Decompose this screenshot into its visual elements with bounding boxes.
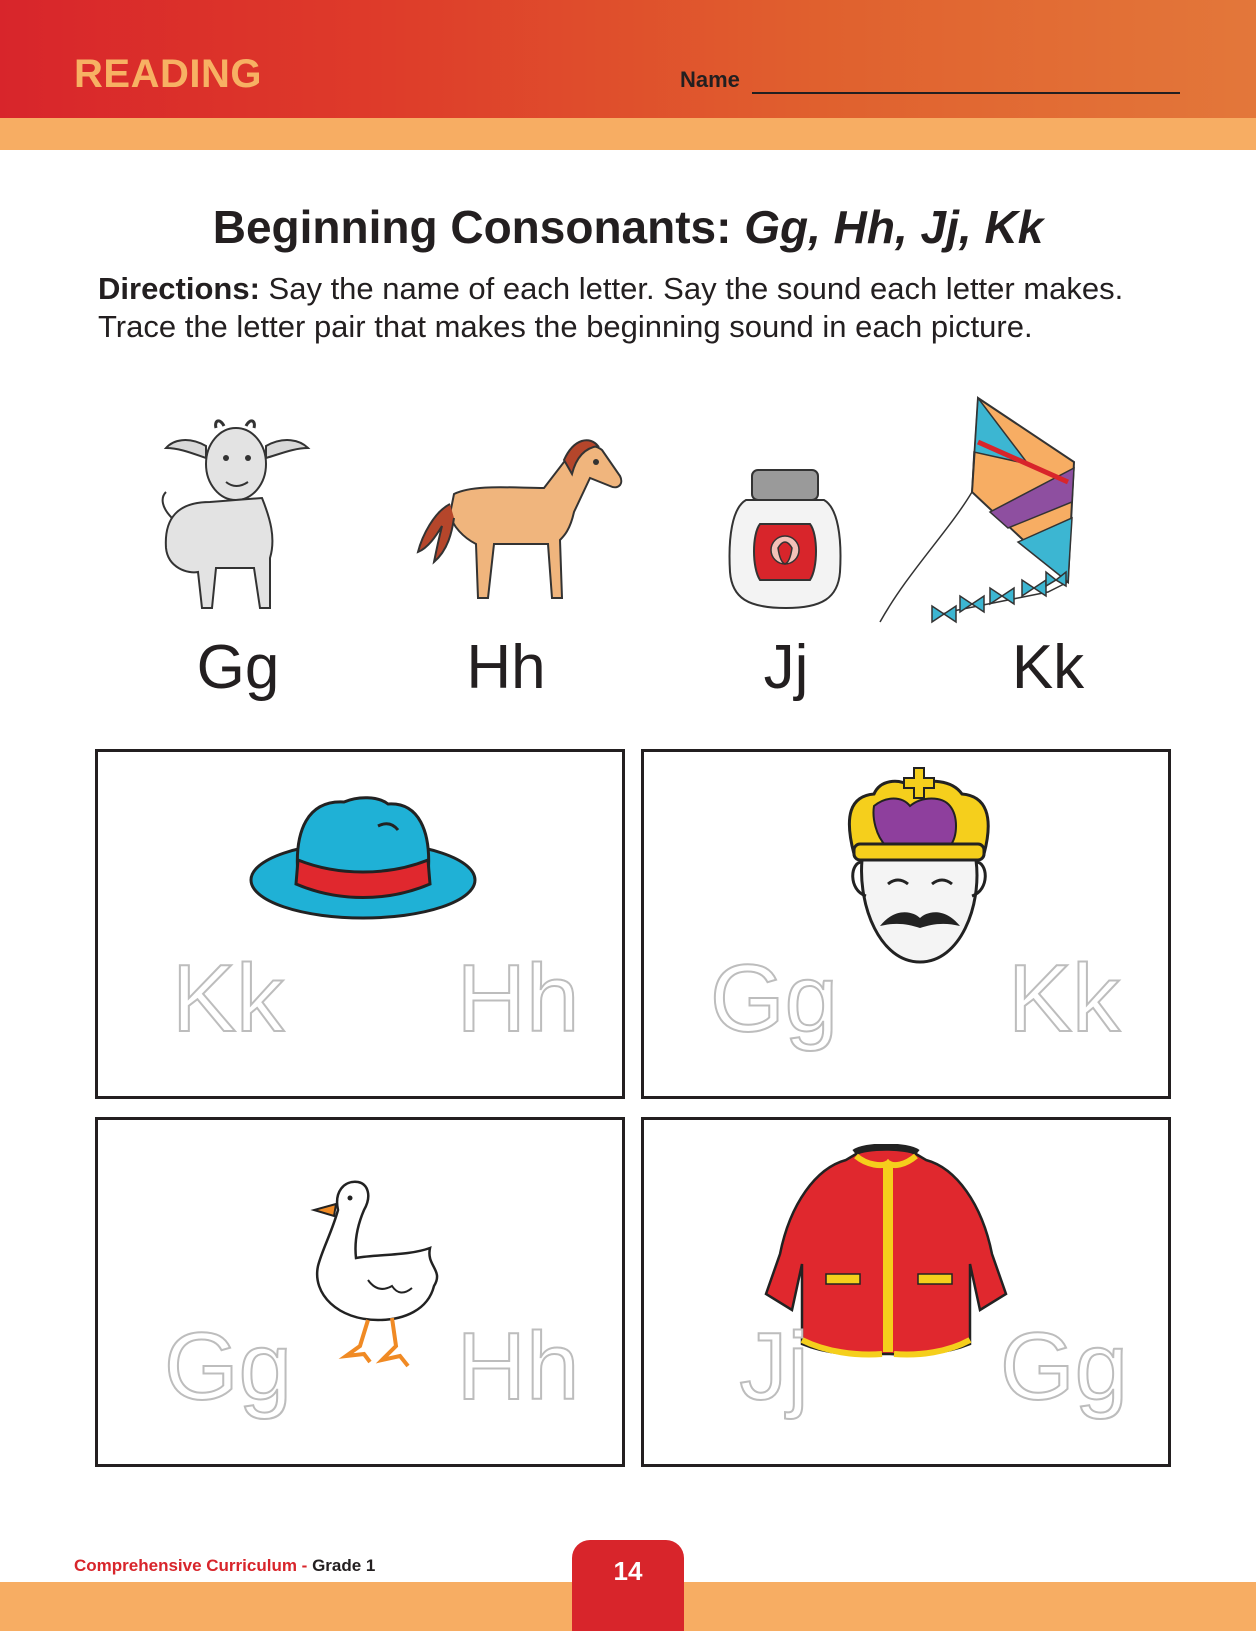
directions — [98, 270, 1178, 346]
example-letters: Hh — [466, 633, 546, 702]
trace-letters-second[interactable]: Gg — [999, 1313, 1129, 1420]
page-title — [0, 200, 1256, 254]
goose-picture — [308, 1170, 448, 1370]
directions-label: Directions: — [98, 271, 260, 306]
example-letters: Jj — [763, 633, 809, 702]
trace-letters-second[interactable]: Hh — [456, 1313, 580, 1420]
hat-picture — [248, 790, 478, 924]
footer-book: Comprehensive Curriculum - — [74, 1556, 313, 1575]
exercise-box — [641, 749, 1171, 1099]
trace-letters-first[interactable]: Gg — [709, 945, 839, 1052]
title-letters: Gg, Hh, Jj, Kk — [744, 201, 1044, 253]
trace-letters-first[interactable]: Jj — [739, 1313, 809, 1420]
exercise-box — [641, 1117, 1171, 1467]
name-line[interactable] — [752, 92, 1180, 94]
example-letters: Gg — [196, 633, 280, 702]
exercise-box — [95, 1117, 625, 1467]
example-letters: Kk — [1011, 633, 1085, 702]
footer-grade: Grade 1 — [312, 1556, 376, 1575]
horse-picture — [414, 432, 630, 604]
name-label: Name — [680, 67, 740, 92]
trace-letters-second[interactable]: Kk — [1007, 945, 1121, 1052]
goat-picture — [158, 418, 318, 618]
exercise-box — [95, 749, 625, 1099]
trace-letters-first[interactable]: Kk — [171, 945, 285, 1052]
header-stripe — [0, 118, 1256, 150]
trace-letters-first[interactable]: Gg — [163, 1313, 293, 1420]
title-prefix: Beginning Consonants: — [212, 201, 745, 253]
trace-letters-second[interactable]: Hh — [456, 945, 580, 1052]
kite-picture — [878, 392, 1094, 632]
footer-book-title — [74, 1556, 375, 1576]
subject-label: READING — [74, 52, 262, 96]
jam-jar-picture — [726, 468, 844, 610]
page-number: 14 — [613, 1556, 643, 1586]
king-picture — [840, 766, 1000, 966]
directions-text: Say the name of each letter. Say the sound each letter makes. Trace the letter pair that makes the beginning sound in each picture. — [98, 271, 1124, 344]
